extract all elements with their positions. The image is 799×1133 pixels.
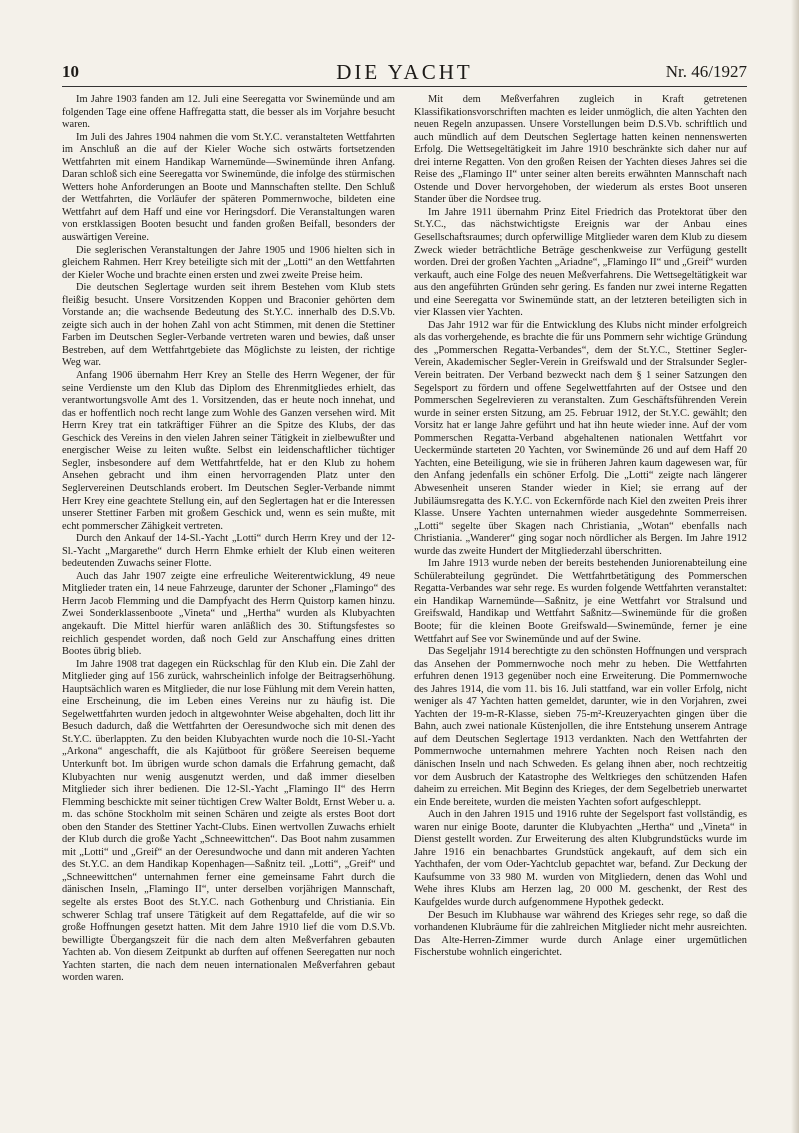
paragraph: Die seglerischen Veranstaltungen der Jahre 1905 und 1906 hielten sich in gleichem Rahmen. Herr Krey beteiligte sich mit der „Lotti“ an den Wettfahrten der Kieler Woche und brachte einen ersten und zwei zweite Preise heim. [62, 244, 395, 281]
journal-title: DIE YACHT [336, 60, 473, 84]
paragraph: Im Jahre 1903 fanden am 12. Juli eine Seeregatta vor Swinemünde und am folgenden Tage eine offene Haffregatta statt, die besser als im Vorjahre besucht waren. [62, 94, 395, 131]
paragraph: Durch den Ankauf der 14-Sl.-Yacht „Lotti“ durch Herrn Krey und der 12-Sl.-Yacht „Margarethe“ durch Herrn Ehmke erhielt der Klub einen weiteren bedeutenden Zuwachs seiner Flotte. [62, 533, 395, 570]
paragraph: Im Juli des Jahres 1904 nahmen die vom St.Y.C. veranstalteten Wettfahrten im Anschluß an die auf der Kieler Woche sich ostwärts fortsetzenden Wettfahrten mit einem Handikap Warnemünde—Swinemünde ihren Anfang. Daran schloß sich eine Seeregatta vor Swinemünde, die infolge des stürmischen Wetters hohe Anforderungen an Boote und Mannschaften stellte. Den Schluß der Wettfahrten, die Vorläufer der späteren Pommernwoche, bildeten eine Wettfahrt auf dem Haff und eine vor Heringsdorf. Die Veranstaltungen waren von erstklassigen Booten besucht und fanden großen Beifall, besonders der auswärtigen Vereine. [62, 131, 395, 244]
paragraph: Die deutschen Seglertage wurden seit ihrem Bestehen vom Klub stets fleißig besucht. Unsere Vorsitzenden Koppen und Braconier gehörten dem Vorstande an; die wachsende Bedeutung des St.Y.C. innerhalb des D.S.Vb. zeigte sich auch in der hohen Zahl von acht Stimmen, mit denen die Stettiner Farben im Deutschen Segler-Verbande vertreten waren und bewies, daß unser Bestreben, auf dem Wettfahrtgebiete das Möglichste zu leisten, der richtige Weg war. [62, 282, 395, 369]
paragraph: Das Jahr 1912 war für die Entwicklung des Klubs nicht minder erfolgreich als das vorhergehende, es brachte die für uns Pommern sehr wichtige Gründung des „Pommerschen Regatta-Verbandes“, dem der St.Y.C., Stettiner Segler-Verein, Akademischer Segler-Verein in Greifswald und der Stralsunder Segler-Verein beitraten. Der Verband bezweckt nach dem § 1 seiner Satzungen den Segelsport zu fördern und offene Segelwettfahrten auf der Ostsee und den Pommerschen Segelrevieren zu veranstalten. Zum Geschäftsführenden Verein wurde in seiner ersten Sitzung, am 25. Februar 1912, der St.Y.C. gewählt; den Vorsitz hat er lange Jahre geführt und hat ihn heute wieder inne. Auf der vom Pommerschen Regatta-Verband abgehaltenen nationalen Wettfahrt vor Ueckermünde starteten 20 Yachten, vor Swinemünde 26 und auf dem Haff 20 Yachten, eine Beteiligung, wie sie in früheren Jahren kaum dagewesen war, für den Anfang jedenfalls ein schöner Erfolg. Die „Lotti“ zeigte nach längerer Abwesenheit unseren Stander wieder in Kiel; sie errang auf der Jubiläumsregatta des K.Y.C. von Eckernförde nach Kiel den zweiten Preis ihrer Klasse. Unsere Yachten unternahmen wieder ausgedehnte Sommerreisen. „Lotti“ segelte über Skagen nach Christiania, „Wotan“ ebenfalls nach Christiania. „Wanderer“ ging sogar noch nördlicher als Bergen. Im Jahre 1912 wurde das zweite Hundert der Mitgliederzahl überschritten. [414, 319, 747, 557]
page-edge-shadow [791, 0, 799, 1133]
paragraph: Auch das Jahr 1907 zeigte eine erfreuliche Weiterentwicklung, 49 neue Mitglieder traten ein, 14 neue Fahrzeuge, darunter der Schoner „Flamingo“ des Herrn Jacob Flemming und die Dampfyacht des Herrn Quistorp kamen hinzu. Zwei Sonderklassenboote „Vineta“ und „Hertha“ wurden als Klubyachten angekauft. Die Mittel hierfür waren anläßlich des 30. Stiftungsfestes so reichlich gespendet worden, daß noch Geld zur Anschaffung eines dritten Bootes übrig blieb. [62, 570, 395, 658]
right-column [414, 94, 747, 1104]
paragraph: Der Besuch im Klubhause war während des Krieges sehr rege, so daß die vorhandenen Klubräume für die zahlreichen Mitglieder nicht mehr ausreichten. Das Alte-Herren-Zimmer wurde durch Anlage einer urgemütlichen Fischerstube wohnlich eingerichtet. [414, 909, 747, 959]
paragraph: Im Jahre 1911 übernahm Prinz Eitel Friedrich das Protektorat über den St.Y.C., das nächstwichtigste Ereignis war der Anbau eines Gesellschaftsraumes; durch opferwillige Mitglieder waren dem Klub zu diesem Zweck wieder beträchtliche Beträge geschenkweise zur Verfügung gestellt worden. Drei der großen Yachten „Ariadne“, „Flamingo II“ und „Greif“ wurden verkauft, auch eine Folge des neuen Meßverfahrens. Die Wettsegeltätigkeit war aus den angeführten Gründen sehr gering. Es fanden nur zwei interne Regatten und eine Seeregatta vor Swinemünde statt, an der letzteren beteiligten sich in vier Klassen vier Yachten. [414, 206, 747, 319]
article-body [62, 94, 747, 1104]
paragraph: Im Jahre 1913 wurde neben der bereits bestehenden Juniorenabteilung eine Schülerabteilung gegründet. Die Wettfahrtbetätigung des Pommerschen Regatta-Verbandes war sehr rege. Es wurden folgende Wettfahrten veranstaltet: ein Handikap Warnemünde—Saßnitz, je eine Wettfahrt vor Stralsund und Greifswald, Handikap und Wettfahrt Saßnitz—Swinemünde für die großen Boote; für die kleinen Boote Greifswald—Swinemünde, ferner je eine Wettfahrt auf See vor Swinemünde und auf der Swine. [414, 558, 747, 645]
left-column [62, 94, 395, 1104]
paragraph: Im Jahre 1908 trat dagegen ein Rückschlag für den Klub ein. Die Zahl der Mitglieder ging auf 156 zurück, wahrscheinlich infolge der Beitragserhöhung. Hauptsächlich waren es Mitglieder, die nur lose Fühlung mit dem Verein hatten, eine Erscheinung, die im Leben eines Vereins nur zu häufig ist. Die Segelwettfahrten wurden jedoch in altgewohnter Weise abgehalten, doch litt ihr Besuch dadurch, daß die Wettfahrten der Oeresundwoche sich mit denen des St.Y.C. überlappten. Zu den beiden Klubyachten wurde noch die 10-Sl.-Yacht „Arkona“ angeschafft, die als Kajütboot für größere Seereisen bequeme Unterkunft bot. Im übrigen wurde schon damals die Erfahrung gemacht, daß Klubyachten nur wenig ausgenutzt werden, und daß immer dieselben Mitglieder sich ihrer bedienen. Die 12-Sl.-Yacht „Flamingo II“ des Herrn Flemming beschickte mit seiner tüchtigen Crew Walter Boldt, Ernst Weber u. a. m. das schöne Stockholm mit seinen Schären und zeigte als erstes Boot dort oben den Stander des Stettiner Yacht-Clubs. Einen wertvollen Zuwachs erhielt der Klub durch die große Yacht „Schneewittchen“. Das Boot nahm zusammen mit „Lotti“ und „Greif“ an der Oeresundwoche und dann mit anderen Yachten des St.Y.C. an dem Handikap Kopenhagen—Saßnitz teil. „Lotti“, „Greif“ und „Schneewittchen“ unternahmen ferner eine gemeinsame Fahrt durch die dänischen Inseln, „Flamingo II“, unter derselben vorjährigen Mannschaft, segelte als erstes Boot des St.Y.C. nach Gothenburg und Christiania. Ein schwerer Schlag traf unsere Tätigkeit auf dem Regattafelde, auf die wir so große Hoffnungen gesetzt hatten. Mit dem Jahre 1910 lief die vom D.S.Vb. bewilligte Übergangszeit für die nach dem alten Meßverfahren gebauten Yachten ab. Von diesem Zeitpunkt ab durften auf offenen Seeregatten nur noch Yachten starten, die nach dem neuen internationalen Meßverfahren gebaut worden waren. [62, 658, 395, 984]
page-number: 10 [62, 62, 79, 81]
paragraph: Anfang 1906 übernahm Herr Krey an Stelle des Herrn Wegener, der für seine Verdienste um den Klub das Diplom des Ehrenmitgliedes erhielt, das verantwortungsvolle Amt des 1. Vorsitzenden, das er heute noch innehat, und das er hoffentlich noch recht lange zum Wohle des Ganzen versehen wird. Mit Herrn Krey trat ein tatkräftiger Führer an die Spitze des Klubs, der das Geschick des Vereins in den vielen Jahren seiner Tätigkeit in zielbewußter und energischer Weise zu leiten wußte. Selbst ein leidenschaftlicher tüchtiger Segler, insbesondere auf dem Wettfahrtfelde, hat er den Klub zu hohem Ansehen gebracht und ihm einen hervorragenden Platz unter den Seglervereinen Deutschlands erobert. Im Deutschen Segler-Verbande nimmt Herr Krey eine geachtete Stellung ein, auf den Seglertagen hat er die Interessen unserer Stettiner Farben mit großem Geschick und, wenn es sein mußte, mit echt pommerscher Zähigkeit vertreten. [62, 370, 395, 532]
header-rule [62, 86, 747, 87]
paragraph: Das Segeljahr 1914 berechtigte zu den schönsten Hoffnungen und versprach das Ansehen der Pommernwoche noch mehr zu heben. Die Wettfahrten erfuhren denen 1913 gegenüber noch eine Erweiterung. Die Pommernwoche des Jahres 1914, die vom 11. bis 16. Juli stattfand, war ein voller Erfolg, nicht weniger als 47 Yachten hatten gemeldet, darunter, wie in den Vorjahren, zwei Yachten der 19-m-R-Klasse, sieben 75-m²-Kreuzeryachten gingen über die Bahn, auch zwei nationale Küstenjollen, die ihre Entstehung unserem Antrage auf dem Deutschen Seglertage 1913 verdankten. Nach den Wettfahrten der Pommernwoche unternahmen mehrere Yachten noch Reisen nach den dänischen Inseln und nach Schweden. Es gelang ihnen aber, noch rechtzeitig vor dem Ausbruch der Katastrophe des Weltkrieges den schützenden Hafen daheim zu erreichen. Mit Beginn des Krieges, der dem Segelbetrieb unerwartet ein Ende bereitete, wurden die meisten Yachten sofort aufgeschleppt. [414, 646, 747, 808]
issue-number: Nr. 46/1927 [665, 62, 747, 81]
paragraph: Auch in den Jahren 1915 und 1916 ruhte der Segelsport fast vollständig, es waren nur einige Boote, darunter die Klubyachten „Hertha“ und „Vineta“ in Dienst gestellt worden. Zur Erweiterung des alten Klubgrundstücks wurde im Jahre 1916 ein benachbartes Grundstück angekauft, auf dem sich ein Yachthafen, der vom Oder-Yachtclub gepachtet war, befand. Zur Deckung der Kaufsumme von 33 980 M. wurden von Mitgliedern, denen das Wohl und Wehe ihres Klubs am Herzen lag, 20 000 M. geschenkt, der Rest des Kaufgeldes wurde durch aufgenommene Hypothek gedeckt. [414, 809, 747, 908]
page-header [62, 62, 747, 88]
paragraph: Mit dem Meßverfahren zugleich in Kraft getretenen Klassifikationsvorschriften machten es leider unmöglich, die alten Yachten den neuen Regeln anzupassen. Unsere Vorstellungen beim D.S.Vb. schriftlich und auch mündlich auf dem Deutschen Seglertage hatten keinen nennenswerten Erfolg. Die Wettsegeltätigkeit im Jahre 1910 beschränkte sich daher nur auf drei interne Regatten. Von den großen Reisen der Yachten dieses Jahres sei die Reise des „Flamingo II“ unter seiner alten bereits erwähnten Mannschaft nach Ostende und Dover hervorgehoben, der wiederum als erstes Boot unseren Stander über die Nordsee trug. [414, 94, 747, 206]
